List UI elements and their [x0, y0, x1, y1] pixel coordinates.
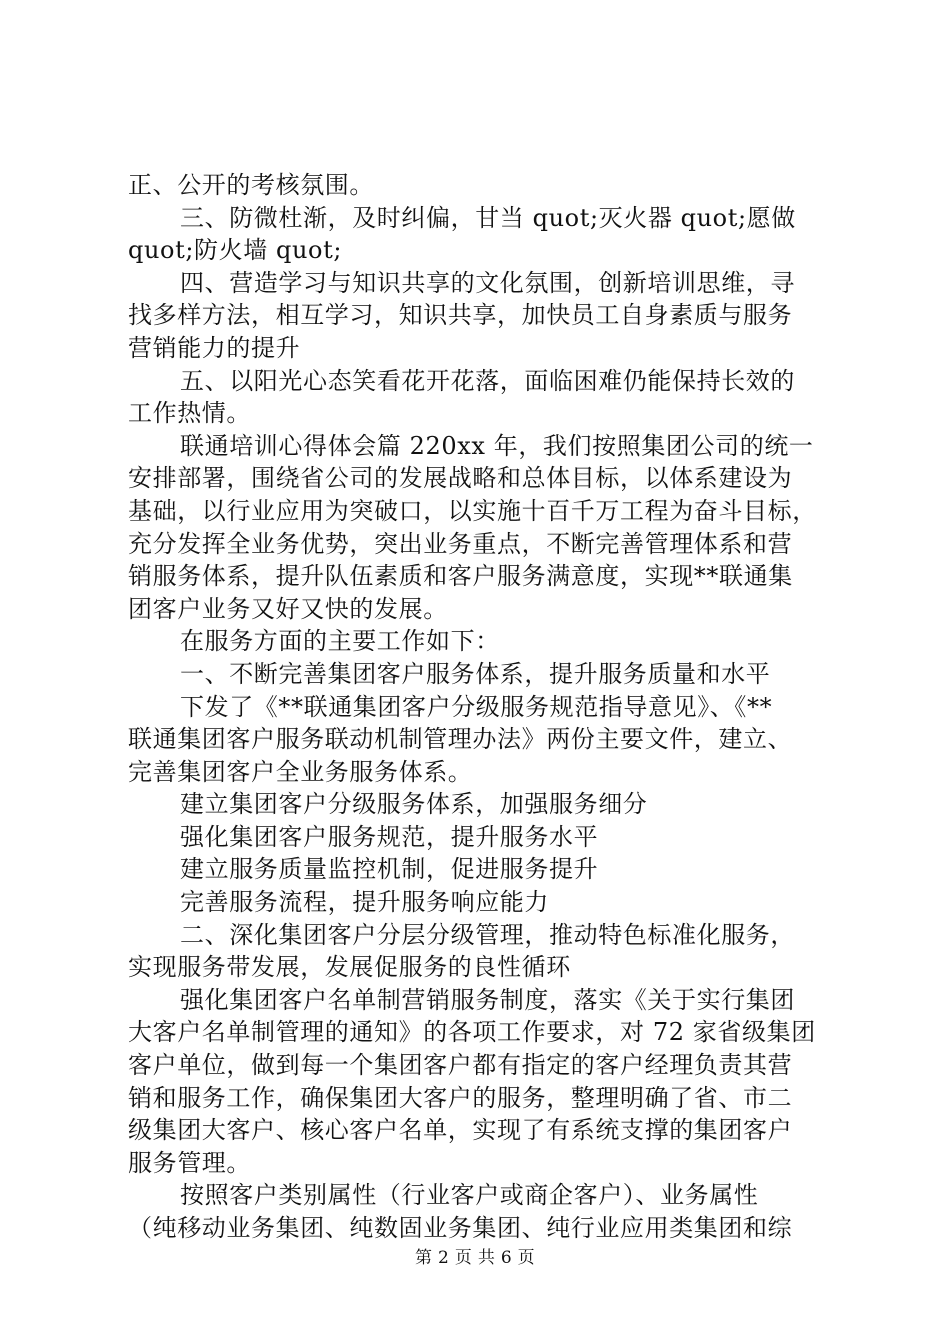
text-line: 联通集团客户服务联动机制管理办法》两份主要文件，建立、	[128, 725, 793, 754]
text-line: 下发了《**联通集团客户分级服务规范指导意见》、《**	[180, 692, 773, 721]
text-line: 营销能力的提升	[128, 333, 301, 362]
document-body	[128, 169, 828, 1245]
text-line: 服务管理。	[128, 1148, 251, 1177]
page-footer: 第 2 页 共 6 页	[415, 1248, 535, 1268]
text-line: 强化集团客户名单制营销服务制度，落实《关于实行集团	[180, 985, 795, 1014]
text-line: 三、防微杜渐，及时纠偏，甘当 quot;灭火器 quot;愿做	[180, 203, 796, 232]
text-line: 基础，以行业应用为突破口，以实施十百千万工程为奋斗目标，	[128, 496, 817, 525]
text-line: 销服务体系，提升队伍素质和客户服务满意度，实现**联通集	[128, 562, 793, 591]
text-line: 五、以阳光心态笑看花开花落，面临困难仍能保持长效的	[180, 366, 795, 395]
text-line: quot;防火墙 quot;	[128, 236, 343, 265]
text-line: 一、不断完善集团客户服务体系，提升服务质量和水平	[180, 659, 771, 688]
text-line: 客户单位，做到每一个集团客户都有指定的客户经理负责其营	[128, 1051, 793, 1080]
text-line: 工作热情。	[128, 399, 251, 428]
text-line: 销和服务工作，确保集团大客户的服务，整理明确了省、市二	[128, 1083, 793, 1112]
text-line: 完善服务流程，提升服务响应能力	[180, 888, 549, 917]
text-line: 四、营造学习与知识共享的文化氛围，创新培训思维，寻	[180, 268, 795, 297]
text-line: 建立集团客户分级服务体系，加强服务细分	[180, 790, 648, 819]
text-line: 找多样方法，相互学习，知识共享，加快员工自身素质与服务	[128, 301, 793, 330]
text-line: 完善集团客户全业务服务体系。	[128, 757, 473, 786]
text-line: 在服务方面的主要工作如下：	[180, 627, 500, 656]
text-line: 安排部署，围绕省公司的发展战略和总体目标，以体系建设为	[128, 464, 793, 493]
text-line: 大客户名单制管理的通知》的各项工作要求，对 72 家省级集团	[128, 1018, 816, 1047]
text-line: 建立服务质量监控机制，促进服务提升	[180, 855, 599, 884]
text-line: 二、深化集团客户分层分级管理，推动特色标准化服务，	[180, 920, 795, 949]
text-line: 团客户业务又好又快的发展。	[128, 594, 448, 623]
text-line: 正、公开的考核氛围。	[128, 171, 374, 199]
text-line: 强化集团客户服务规范，提升服务水平	[180, 822, 599, 851]
text-line: 充分发挥全业务优势，突出业务重点，不断完善管理体系和营	[128, 529, 793, 558]
text-line: 联通培训心得体会篇 220xx 年，我们按照集团公司的统一	[180, 431, 814, 460]
text-line: （纯移动业务集团、纯数固业务集团、纯行业应用类集团和综	[128, 1214, 793, 1242]
text-line: 按照客户类别属性（行业客户或商企客户）、业务属性	[180, 1181, 759, 1210]
text-line: 级集团大客户、核心客户名单，实现了有系统支撑的集团客户	[128, 1116, 793, 1145]
text-line: 实现服务带发展，发展促服务的良性循环	[128, 953, 571, 982]
